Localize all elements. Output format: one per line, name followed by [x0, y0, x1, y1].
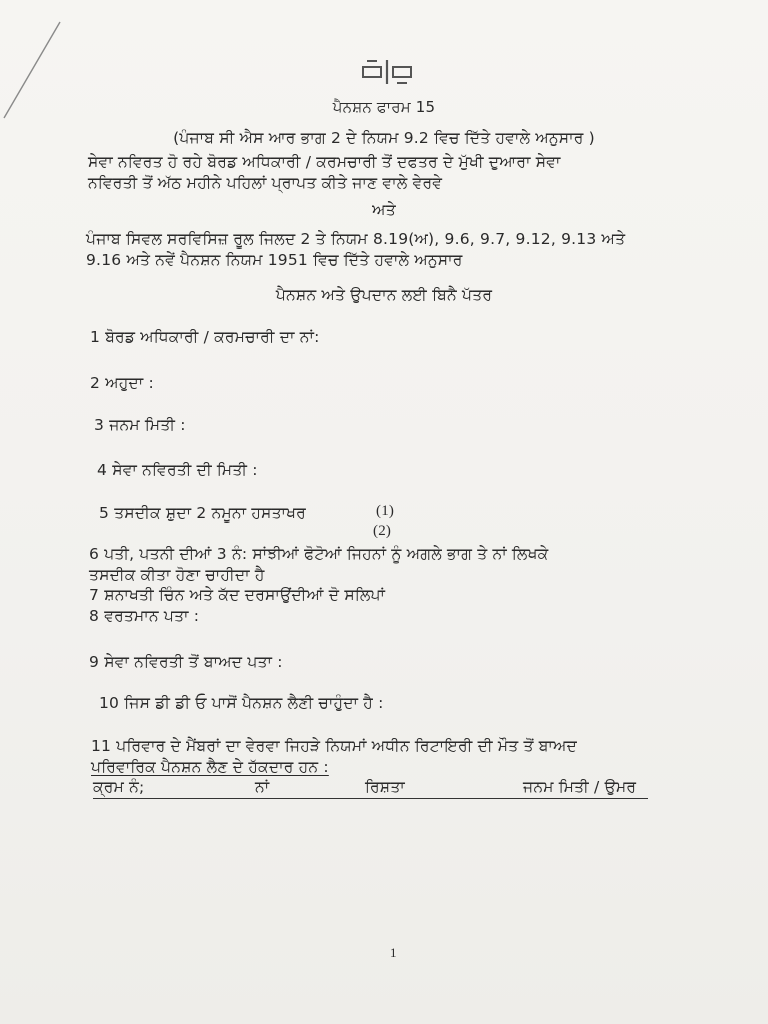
page-number: 1 — [390, 945, 397, 960]
form-title: ਪੈਨਸ਼ਨ ਫਾਰਮ 15 — [332, 98, 436, 116]
rules-line-2: 9.16 ਅਤੇ ਨਵੇਂ ਪੈਨਸ਼ਨ ਨਿਯਮ 1951 ਵਿਚ ਦਿੱਤੇ ਹਵਾਲੇ ਅਨੁਸਾਰ — [86, 251, 463, 269]
field-joint-photos-line-1: 6 ਪਤੀ, ਪਤਨੀ ਦੀਆਂ 3 ਨੰ: ਸਾਂਝੀਆਂ ਫੋਟੋਆਂ ਜਿਹਨਾਂ ਨੂੰ ਅਗਲੇ ਭਾਗ ਤੇ ਨਾਂ ਲਿਖਕੇ — [89, 545, 549, 563]
field-joint-photos-line-2: ਤਸਦੀਕ ਕੀਤਾ ਹੋਣਾ ਚਾਹੀਦਾ ਹੈ — [89, 566, 265, 584]
form-heading: ਪੈਨਸ਼ਨ ਅਤੇ ਉਪਦਾਨ ਲਈ ਬਿਨੈ ਪੱਤਰ — [275, 286, 493, 304]
field-designation: 2 ਅਹੁਦਾ : — [90, 374, 154, 392]
field-officer-name: 1 ਬੋਰਡ ਅਧਿਕਾਰੀ / ਕਰਮਚਾਰੀ ਦਾ ਨਾਂ: — [90, 328, 320, 346]
signature-slot-1: (1) — [376, 503, 395, 519]
field-present-address: 8 ਵਰਤਮਾਨ ਪਤਾ : — [89, 607, 200, 625]
field-post-retirement-address: 9 ਸੇਵਾ ਨਵਿਰਤੀ ਤੋਂ ਬਾਅਦ ਪਤਾ : — [89, 653, 283, 671]
field-retirement-date: 4 ਸੇਵਾ ਨਵਿਰਤੀ ਦੀ ਮਿਤੀ : — [97, 461, 258, 479]
field-identification-slips: 7 ਸ਼ਨਾਖਤੀ ਚਿੰਨ ਅਤੇ ਕੱਦ ਦਰਸਾਉਂਦੀਆਂ ਦੋ ਸਲਿਪਾਂ — [89, 586, 386, 604]
intro-line-2: ਨਵਿਰਤੀ ਤੋਂ ਅੱਠ ਮਹੀਨੇ ਪਹਿਲਾਂ ਪ੍ਰਾਪਤ ਕੀਤੇ ਜਾਣ ਵਾਲੇ ਵੇਰਵੇ — [88, 174, 443, 192]
field-ddo: 10 ਜਿਸ ਡੀ ਡੀ ਓ ਪਾਸੋਂ ਪੈਨਸ਼ਨ ਲੈਣੀ ਚਾਹੁੰਦਾ ਹੈ : — [99, 694, 384, 712]
header-name: ਨਾਂ — [255, 778, 270, 796]
emblem-icon — [359, 58, 415, 86]
field-family-details-line-2: ਪਰਿਵਾਰਿਕ ਪੈਨਸ਼ਨ ਲੈਣ ਦੇ ਹੱਕਦਾਰ ਹਨ : — [91, 758, 329, 776]
conjunction: ਅਤੇ — [372, 201, 396, 219]
form-subtitle: (ਪੰਜਾਬ ਸੀ ਐਸ ਆਰ ਭਾਗ 2 ਦੇ ਨਿਯਮ 9.2 ਵਿਚ ਦਿੱਤੇ ਹਵਾਲੇ ਅਨੁਸਾਰ ) — [173, 129, 595, 147]
header-dob-age: ਜਨਮ ਮਿਤੀ / ਉਮਰ — [523, 778, 637, 796]
family-table-header — [93, 776, 648, 799]
intro-line-1: ਸੇਵਾ ਨਵਿਰਤ ਹੋ ਰਹੇ ਬੋਰਡ ਅਧਿਕਾਰੀ / ਕਰਮਚਾਰੀ ਤੋਂ ਦਫਤਰ ਦੇ ਮੁੱਖੀ ਦੁਆਰਾ ਸੇਵਾ — [88, 153, 561, 171]
field-family-details-line-1: 11 ਪਰਿਵਾਰ ਦੇ ਮੈਂਬਰਾਂ ਦਾ ਵੇਰਵਾ ਜਿਹੜੇ ਨਿਯਮਾਂ ਅਧੀਨ ਰਿਟਾਇਰੀ ਦੀ ਮੌਤ ਤੋਂ ਬਾਅਦ — [91, 737, 578, 755]
signature-slot-2: (2) — [373, 523, 392, 539]
header-serial-no: ਕ੍ਰਮ ਨੰ; — [93, 778, 145, 796]
field-specimen-signatures: 5 ਤਸਦੀਕ ਸ਼ੁਦਾ 2 ਨਮੂਨਾ ਹਸਤਾਖਰ — [99, 504, 306, 522]
field-date-of-birth: 3 ਜਨਮ ਮਿਤੀ : — [94, 416, 186, 434]
header-relation: ਰਿਸ਼ਤਾ — [365, 778, 405, 796]
rules-line-1: ਪੰਜਾਬ ਸਿਵਲ ਸਰਵਿਸਿਜ਼ ਰੂਲ ਜਿਲਦ 2 ਤੇ ਨਿਯਮ 8.19(ਅ), 9.6, 9.7, 9.12, 9.13 ਅਤੇ — [86, 230, 626, 248]
